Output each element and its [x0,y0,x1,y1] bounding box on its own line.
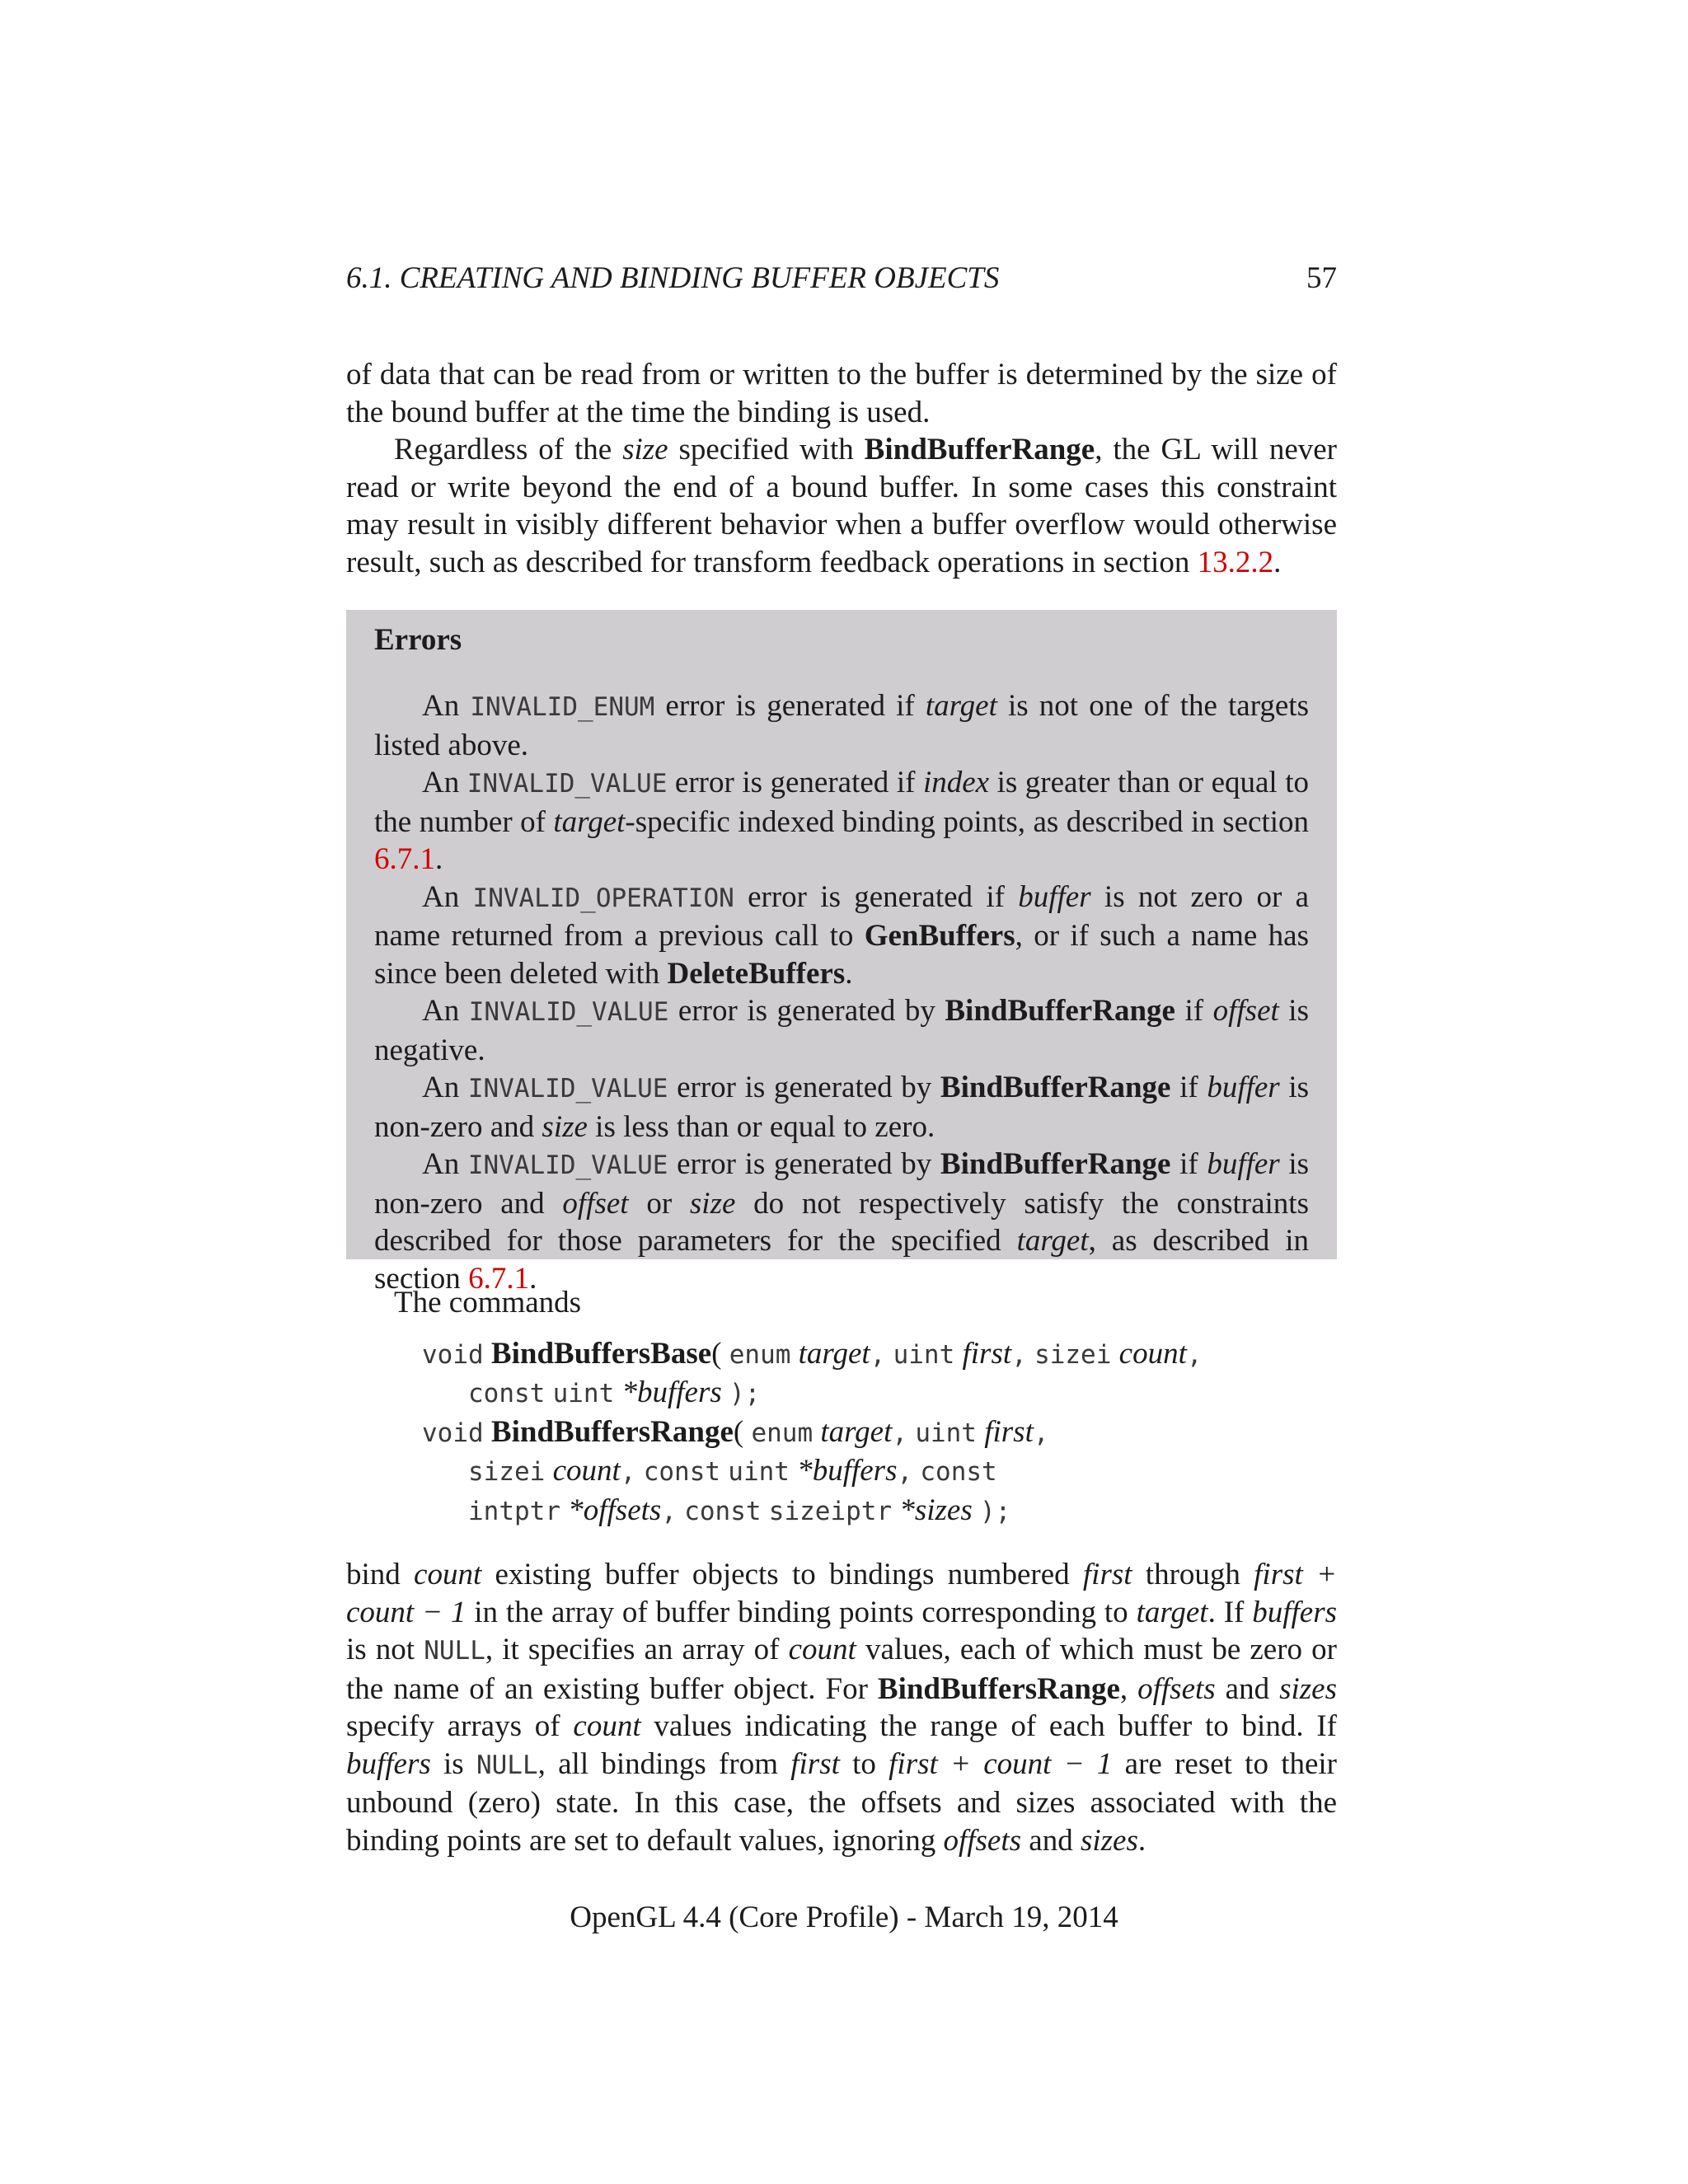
intro-section [346,356,1337,581]
running-header [346,260,1337,297]
error-item: An INVALID_OPERATION error is generated if buffer is not zero or a name returned from a previous call to GenBuffers, or if such a name has since been deleted with DeleteBuffers. [374,879,1309,991]
section-link[interactable]: 6.7.1 [468,1261,530,1296]
commands-section [346,1284,1337,1530]
section-title: 6.1. CREATING AND BINDING BUFFER OBJECTS [346,261,1000,295]
code-block [346,1335,1337,1531]
code-line: sizei count, const uint *buffers, const [468,1454,997,1488]
errors-box [346,610,1337,1296]
math-expression: first + count − 1 [889,1746,1113,1781]
math-expression: first + count − 1 [346,1558,1337,1629]
error-item: An INVALID_ENUM error is generated if target is not one of the targets listed above. [374,689,1309,762]
error-item: An INVALID_VALUE error is generated by BindBufferRange if offset is negative. [374,994,1309,1067]
page-footer: OpenGL 4.4 (Core Profile) - March 19, 2014 [570,1900,1118,1934]
error-item: An INVALID_VALUE error is generated if index is greater than or equal to the number of target-specific indexed binding points, as described in section 6.7.1. [374,766,1310,876]
code-line: const uint *buffers ); [468,1376,761,1409]
errors-title: Errors [374,623,462,657]
code-line: void BindBuffersRange( enum target, uint first, [422,1414,1049,1449]
body-paragraph: bind count existing buffer objects to bindings numbered first through first + count − 1 in the array of buffer binding points corresponding to target. If buffers is not NULL, it specifies an array of count values, each of which must be zero or the name of an existing buffer object. For BindBuffersRange, offsets and sizes specify arrays of count values indicating the range of each buffer to bind. If buffers is NULL, all bindings from first to first + count − 1 are reset to their unbound (zero) state. In this case, the offsets and sizes associated with the binding points are set to default values, ignoring offsets and sizes. [346,1558,1338,1858]
code-line: intptr *offsets, const sizeiptr *sizes ); [468,1493,1011,1527]
intro-paragraph-2: Regardless of the size specified with BindBufferRange, the GL will never read or write beyond the end of a bound buffer. In some cases this constraint may result in visibly different behavior when a buffer overflow would otherwise result, such as described for transform feedback operations in section 13.2.2. [346,433,1337,579]
error-item: An INVALID_VALUE error is generated by BindBufferRange if buffer is non-zero and size is less than or equal to zero. [374,1071,1309,1144]
error-item: An INVALID_VALUE error is generated by BindBufferRange if buffer is non-zero and offset or size do not respectively satisfy the constraints described for those parameters for the specified target, as described in section 6.7.1. [374,1147,1309,1296]
code-line: void BindBuffersBase( enum target, uint first, sizei count, [422,1336,1203,1371]
commands-intro: The commands [394,1286,582,1319]
body-section [346,1556,1337,1859]
section-link[interactable]: 6.7.1 [374,842,435,876]
section-link[interactable]: 13.2.2 [1197,545,1274,579]
page-number: 57 [1306,261,1337,295]
intro-paragraph-1: of data that can be read from or written to the buffer is determined by the size of the bound buffer at the time the binding is used. [346,358,1337,429]
